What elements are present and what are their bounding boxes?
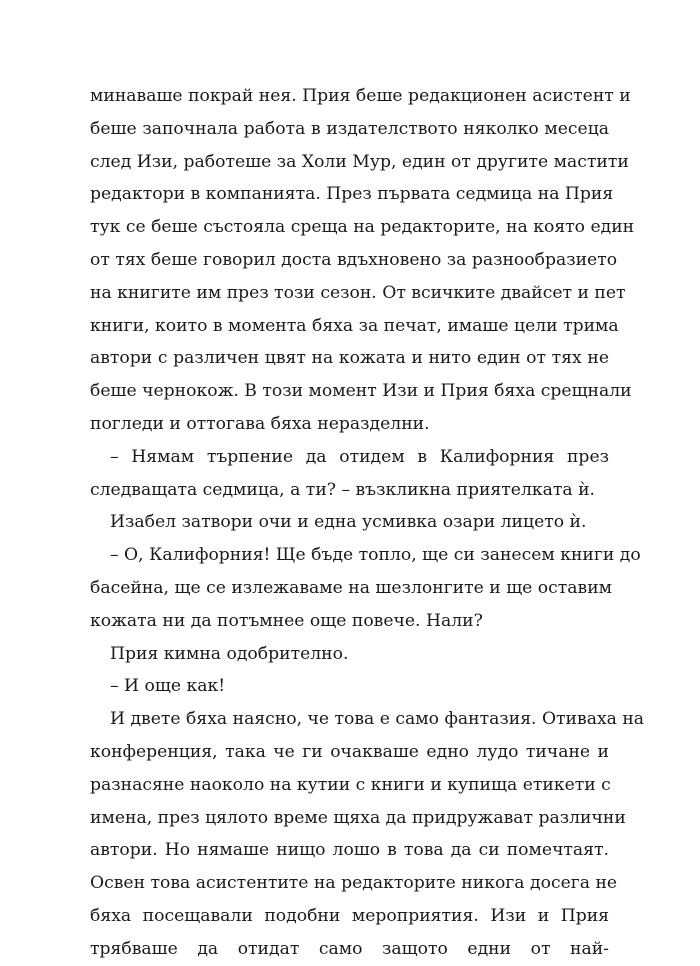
text-line: книги, които в момента бяха за печат, имаше цели трима — [90, 315, 619, 336]
text-line: тук се беше състояла среща на редакторите, на която един — [90, 217, 635, 238]
text-line: трябваше да отидат само защото едни от най- — [90, 938, 609, 959]
dialogue-line: – Нямам търпение да отидем в Калифорния през — [110, 446, 609, 467]
text-line: автори. Но нямаше нищо лошо в това да си помечтаят. — [90, 840, 609, 861]
text-line: конференция, така че ги очакваше едно лудо тичане и — [90, 741, 609, 762]
dialogue-line: – О, Калифорния! Ще бъде топло, ще си занесем книги до — [110, 545, 641, 566]
text-line: Прия кимна одобрително. — [110, 643, 349, 664]
text-line: имена, през цялото време щяха да придружават различни — [90, 807, 626, 828]
text-line: след Изи, работеше за Холи Мур, един от другите мастити — [90, 151, 629, 172]
text-line: бяха посещавали подобни мероприятия. Изи и Прия — [90, 905, 609, 926]
text-line: беше започнала работа в издателството няколко месеца — [90, 118, 609, 139]
text-line: автори с различен цвят на кожата и нито един от тях не — [90, 348, 609, 369]
text-line: беше чернокож. В този момент Изи и Прия бяха срещнали — [90, 381, 632, 402]
text-line: редактори в компанията. През първата седмица на Прия — [90, 184, 614, 205]
book-page-text — [90, 80, 645, 966]
text-line: Освен това асистентите на редакторите никога досега не — [90, 873, 618, 894]
text-line: минаваше покрай нея. Прия беше редакционен асистент и — [90, 86, 631, 106]
text-line: разнасяне наоколо на кутии с книги и купища етикети с — [90, 774, 611, 795]
text-line: Изабел затвори очи и една усмивка озари лицето ѝ. — [110, 512, 587, 533]
text-line: погледи и оттогава бяха неразделни. — [90, 413, 430, 434]
text-line: басейна, ще се излежаваме на шезлонгите и ще оставим — [90, 577, 613, 598]
text-line: И двете бяха наясно, че това е само фантазия. Отиваха на — [110, 709, 645, 730]
dialogue-line: – И още как! — [110, 676, 226, 697]
text-line: кожата ни да потъмнее още повече. Нали? — [90, 610, 483, 631]
text-line: от тях беше говорил доста вдъхновено за разнообразието — [90, 249, 618, 270]
text-line: следващата седмица, а ти? – възкликна приятелката ѝ. — [90, 479, 596, 500]
text-line: на книгите им през този сезон. От всичките двайсет и пет — [90, 282, 626, 303]
